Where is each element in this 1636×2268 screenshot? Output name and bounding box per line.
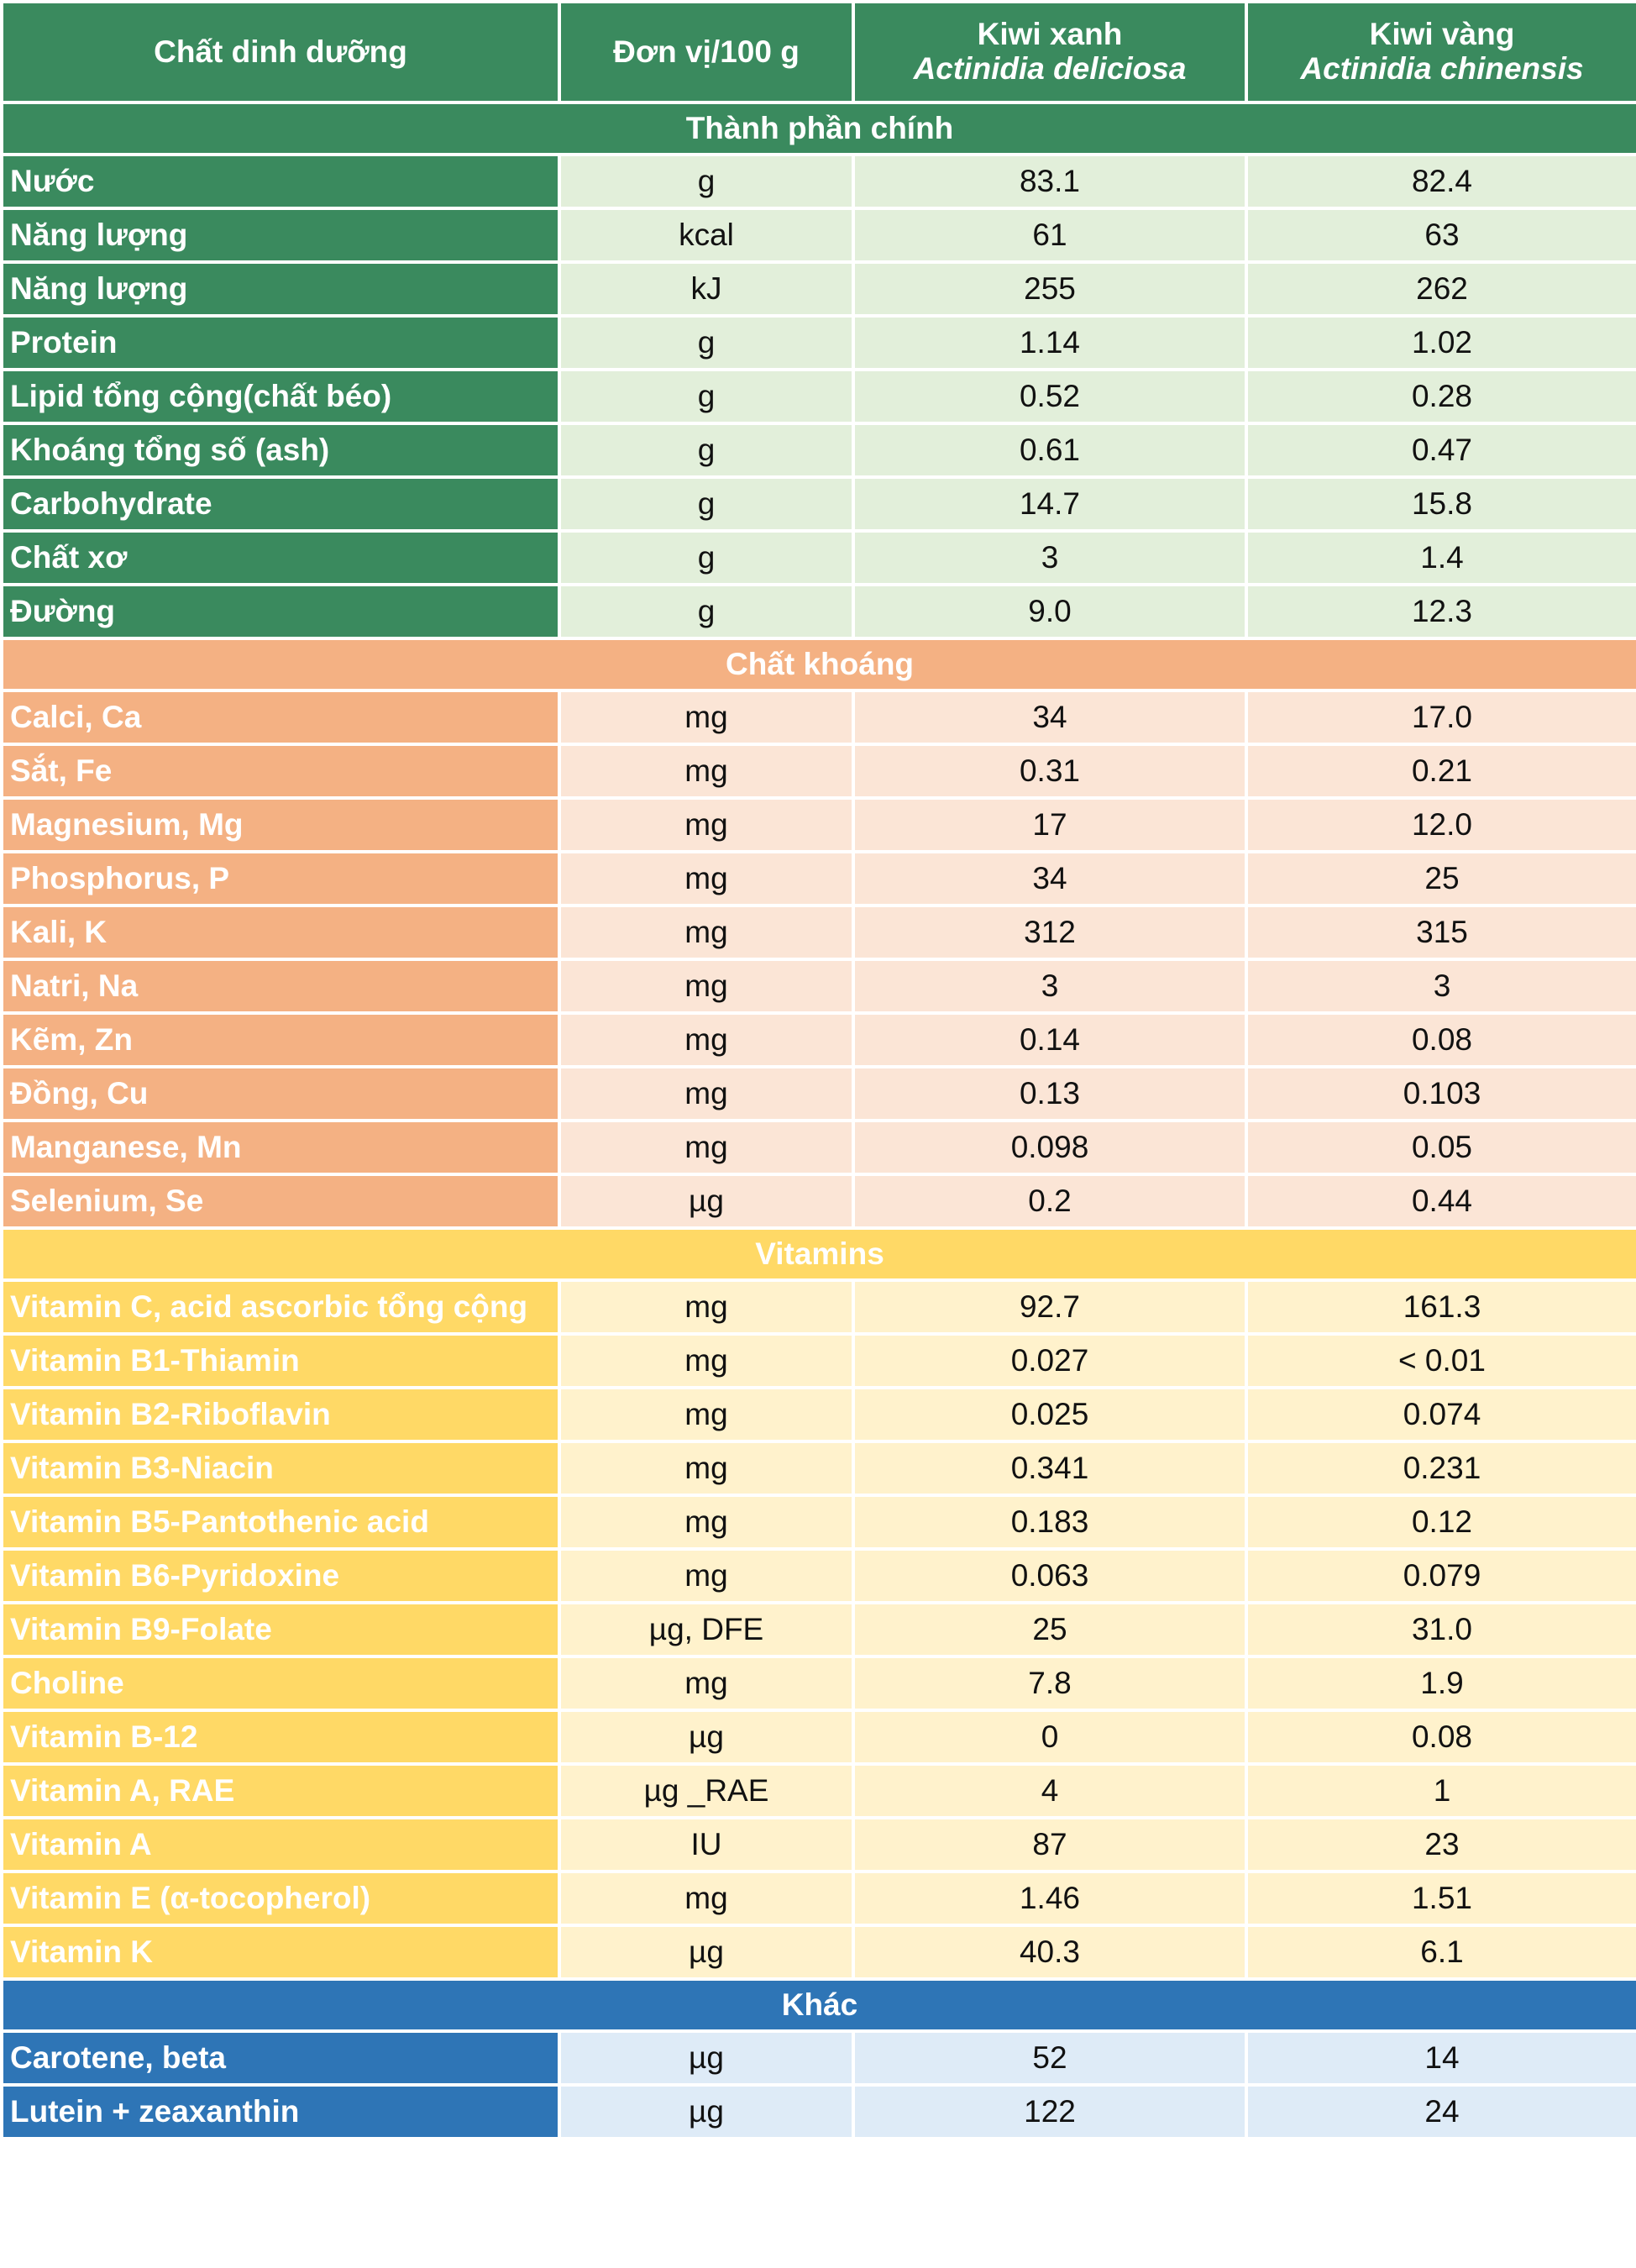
nutrient-name-cell: Kali, K xyxy=(3,907,558,958)
gold-kiwi-value-cell: 1.51 xyxy=(1248,1873,1636,1924)
green-kiwi-value-cell: 0.025 xyxy=(855,1389,1245,1440)
table-row xyxy=(3,1015,1636,1065)
table-row xyxy=(3,1336,1636,1386)
table-row xyxy=(3,1389,1636,1440)
nutrient-name-cell: Lutein + zeaxanthin xyxy=(3,2087,558,2137)
table-row xyxy=(3,746,1636,796)
table-row xyxy=(3,479,1636,529)
green-kiwi-value-cell: 25 xyxy=(855,1604,1245,1655)
green-kiwi-value-cell: 0.183 xyxy=(855,1497,1245,1547)
header-green-kiwi-sci: Actinidia deliciosa xyxy=(913,51,1187,86)
header-gold-kiwi-sci: Actinidia chinensis xyxy=(1300,51,1584,86)
unit-cell: µg, DFE xyxy=(561,1604,852,1655)
gold-kiwi-value-cell: 0.44 xyxy=(1248,1176,1636,1226)
gold-kiwi-value-cell: 31.0 xyxy=(1248,1604,1636,1655)
gold-kiwi-value-cell: < 0.01 xyxy=(1248,1336,1636,1386)
green-kiwi-value-cell: 3 xyxy=(855,533,1245,583)
green-kiwi-value-cell: 0.61 xyxy=(855,425,1245,475)
gold-kiwi-value-cell: 315 xyxy=(1248,907,1636,958)
header-gold-kiwi-name: Kiwi vàng xyxy=(1369,17,1515,52)
table-row xyxy=(3,1873,1636,1924)
table-row xyxy=(3,1766,1636,1816)
header-nutrient: Chất dinh dưỡng xyxy=(3,3,558,101)
unit-cell: mg xyxy=(561,1389,852,1440)
table-row xyxy=(3,1122,1636,1173)
unit-cell: µg xyxy=(561,1176,852,1226)
nutrient-name-cell: Carbohydrate xyxy=(3,479,558,529)
table-row xyxy=(3,1712,1636,1762)
header-gold-kiwi xyxy=(1248,3,1636,101)
table-row xyxy=(3,1068,1636,1119)
table-row xyxy=(3,1443,1636,1494)
green-kiwi-value-cell: 0.52 xyxy=(855,371,1245,422)
nutrient-name-cell: Vitamin B5-Pantothenic acid xyxy=(3,1497,558,1547)
nutrient-name-cell: Đường xyxy=(3,586,558,637)
green-kiwi-value-cell: 0 xyxy=(855,1712,1245,1762)
unit-cell: mg xyxy=(561,853,852,904)
gold-kiwi-value-cell: 0.08 xyxy=(1248,1712,1636,1762)
unit-cell: g xyxy=(561,156,852,207)
table-row xyxy=(3,425,1636,475)
header-green-kiwi xyxy=(855,3,1245,101)
green-kiwi-value-cell: 92.7 xyxy=(855,1282,1245,1332)
green-kiwi-value-cell: 9.0 xyxy=(855,586,1245,637)
gold-kiwi-value-cell: 262 xyxy=(1248,264,1636,314)
table-header-row xyxy=(3,3,1636,101)
green-kiwi-value-cell: 0.2 xyxy=(855,1176,1245,1226)
section-title: Khác xyxy=(3,1981,1636,2029)
table-row xyxy=(3,1551,1636,1601)
nutrient-name-cell: Nước xyxy=(3,156,558,207)
unit-cell: µg xyxy=(561,2087,852,2137)
table-row xyxy=(3,1658,1636,1709)
table-row xyxy=(3,371,1636,422)
table-row xyxy=(3,2033,1636,2083)
green-kiwi-value-cell: 255 xyxy=(855,264,1245,314)
nutrient-name-cell: Magnesium, Mg xyxy=(3,800,558,850)
header-unit: Đơn vị/100 g xyxy=(561,3,852,101)
green-kiwi-value-cell: 0.341 xyxy=(855,1443,1245,1494)
unit-cell: mg xyxy=(561,746,852,796)
table-row xyxy=(3,1927,1636,1977)
green-kiwi-value-cell: 52 xyxy=(855,2033,1245,2083)
unit-cell: µg _RAE xyxy=(561,1766,852,1816)
table-row xyxy=(3,318,1636,368)
nutrient-name-cell: Phosphorus, P xyxy=(3,853,558,904)
unit-cell: g xyxy=(561,425,852,475)
green-kiwi-value-cell: 0.027 xyxy=(855,1336,1245,1386)
nutrient-name-cell: Manganese, Mn xyxy=(3,1122,558,1173)
unit-cell: mg xyxy=(561,1015,852,1065)
gold-kiwi-value-cell: 82.4 xyxy=(1248,156,1636,207)
gold-kiwi-value-cell: 15.8 xyxy=(1248,479,1636,529)
gold-kiwi-value-cell: 0.231 xyxy=(1248,1443,1636,1494)
section-header-row xyxy=(3,1981,1636,2029)
table-body xyxy=(3,104,1636,2137)
nutrient-name-cell: Vitamin B9-Folate xyxy=(3,1604,558,1655)
nutrient-name-cell: Selenium, Se xyxy=(3,1176,558,1226)
gold-kiwi-value-cell: 0.47 xyxy=(1248,425,1636,475)
green-kiwi-value-cell: 87 xyxy=(855,1819,1245,1870)
gold-kiwi-value-cell: 3 xyxy=(1248,961,1636,1011)
unit-cell: µg xyxy=(561,2033,852,2083)
gold-kiwi-value-cell: 24 xyxy=(1248,2087,1636,2137)
table-row xyxy=(3,264,1636,314)
nutrient-name-cell: Vitamin B1-Thiamin xyxy=(3,1336,558,1386)
gold-kiwi-value-cell: 6.1 xyxy=(1248,1927,1636,1977)
table-row xyxy=(3,1819,1636,1870)
unit-cell: mg xyxy=(561,1658,852,1709)
nutrient-name-cell: Vitamin B3-Niacin xyxy=(3,1443,558,1494)
table-row xyxy=(3,1604,1636,1655)
gold-kiwi-value-cell: 14 xyxy=(1248,2033,1636,2083)
green-kiwi-value-cell: 3 xyxy=(855,961,1245,1011)
nutrient-name-cell: Vitamin A xyxy=(3,1819,558,1870)
gold-kiwi-value-cell: 23 xyxy=(1248,1819,1636,1870)
gold-kiwi-value-cell: 0.08 xyxy=(1248,1015,1636,1065)
gold-kiwi-value-cell: 17.0 xyxy=(1248,692,1636,743)
green-kiwi-value-cell: 0.31 xyxy=(855,746,1245,796)
gold-kiwi-value-cell: 0.074 xyxy=(1248,1389,1636,1440)
nutrient-name-cell: Lipid tổng cộng(chất béo) xyxy=(3,371,558,422)
gold-kiwi-value-cell: 0.12 xyxy=(1248,1497,1636,1547)
gold-kiwi-value-cell: 25 xyxy=(1248,853,1636,904)
green-kiwi-value-cell: 0.13 xyxy=(855,1068,1245,1119)
gold-kiwi-value-cell: 1.9 xyxy=(1248,1658,1636,1709)
green-kiwi-value-cell: 14.7 xyxy=(855,479,1245,529)
section-title: Chất khoáng xyxy=(3,640,1636,689)
table-row xyxy=(3,961,1636,1011)
table-row xyxy=(3,1282,1636,1332)
green-kiwi-value-cell: 1.46 xyxy=(855,1873,1245,1924)
unit-cell: mg xyxy=(561,1551,852,1601)
table-row xyxy=(3,210,1636,260)
gold-kiwi-value-cell: 63 xyxy=(1248,210,1636,260)
unit-cell: mg xyxy=(561,1497,852,1547)
nutrient-name-cell: Vitamin B2-Riboflavin xyxy=(3,1389,558,1440)
gold-kiwi-value-cell: 0.28 xyxy=(1248,371,1636,422)
nutrient-name-cell: Đồng, Cu xyxy=(3,1068,558,1119)
green-kiwi-value-cell: 61 xyxy=(855,210,1245,260)
section-header-row xyxy=(3,1230,1636,1278)
green-kiwi-value-cell: 4 xyxy=(855,1766,1245,1816)
table-row xyxy=(3,1497,1636,1547)
green-kiwi-value-cell: 0.098 xyxy=(855,1122,1245,1173)
table-row xyxy=(3,907,1636,958)
table-row xyxy=(3,692,1636,743)
header-green-kiwi-name: Kiwi xanh xyxy=(977,17,1123,52)
table-row xyxy=(3,586,1636,637)
gold-kiwi-value-cell: 1.02 xyxy=(1248,318,1636,368)
unit-cell: g xyxy=(561,479,852,529)
gold-kiwi-value-cell: 0.079 xyxy=(1248,1551,1636,1601)
unit-cell: mg xyxy=(561,692,852,743)
nutrient-name-cell: Vitamin E (α-tocopherol) xyxy=(3,1873,558,1924)
table-row xyxy=(3,853,1636,904)
gold-kiwi-value-cell: 161.3 xyxy=(1248,1282,1636,1332)
gold-kiwi-value-cell: 1 xyxy=(1248,1766,1636,1816)
unit-cell: mg xyxy=(561,1336,852,1386)
section-title: Thành phần chính xyxy=(3,104,1636,153)
unit-cell: µg xyxy=(561,1712,852,1762)
nutrient-name-cell: Choline xyxy=(3,1658,558,1709)
green-kiwi-value-cell: 17 xyxy=(855,800,1245,850)
nutrient-name-cell: Vitamin K xyxy=(3,1927,558,1977)
nutrient-name-cell: Sắt, Fe xyxy=(3,746,558,796)
green-kiwi-value-cell: 0.063 xyxy=(855,1551,1245,1601)
section-title: Vitamins xyxy=(3,1230,1636,1278)
unit-cell: mg xyxy=(561,961,852,1011)
table-row xyxy=(3,1176,1636,1226)
nutrient-name-cell: Carotene, beta xyxy=(3,2033,558,2083)
nutrient-name-cell: Natri, Na xyxy=(3,961,558,1011)
green-kiwi-value-cell: 312 xyxy=(855,907,1245,958)
green-kiwi-value-cell: 34 xyxy=(855,853,1245,904)
table-row xyxy=(3,533,1636,583)
unit-cell: kcal xyxy=(561,210,852,260)
gold-kiwi-value-cell: 0.103 xyxy=(1248,1068,1636,1119)
green-kiwi-value-cell: 1.14 xyxy=(855,318,1245,368)
nutrient-name-cell: Kẽm, Zn xyxy=(3,1015,558,1065)
section-header-row xyxy=(3,104,1636,153)
green-kiwi-value-cell: 7.8 xyxy=(855,1658,1245,1709)
nutrient-name-cell: Vitamin B6-Pyridoxine xyxy=(3,1551,558,1601)
gold-kiwi-value-cell: 0.05 xyxy=(1248,1122,1636,1173)
nutrient-name-cell: Năng lượng xyxy=(3,210,558,260)
green-kiwi-value-cell: 40.3 xyxy=(855,1927,1245,1977)
unit-cell: mg xyxy=(561,1873,852,1924)
gold-kiwi-value-cell: 12.3 xyxy=(1248,586,1636,637)
unit-cell: g xyxy=(561,586,852,637)
unit-cell: mg xyxy=(561,907,852,958)
nutrient-name-cell: Protein xyxy=(3,318,558,368)
table-row xyxy=(3,156,1636,207)
nutrient-name-cell: Vitamin B-12 xyxy=(3,1712,558,1762)
nutrient-name-cell: Chất xơ xyxy=(3,533,558,583)
unit-cell: IU xyxy=(561,1819,852,1870)
green-kiwi-value-cell: 122 xyxy=(855,2087,1245,2137)
unit-cell: g xyxy=(561,371,852,422)
unit-cell: g xyxy=(561,318,852,368)
gold-kiwi-value-cell: 0.21 xyxy=(1248,746,1636,796)
table-row xyxy=(3,2087,1636,2137)
gold-kiwi-value-cell: 1.4 xyxy=(1248,533,1636,583)
nutrient-name-cell: Vitamin C, acid ascorbic tổng cộng xyxy=(3,1282,558,1332)
unit-cell: µg xyxy=(561,1927,852,1977)
nutrient-name-cell: Khoáng tổng số (ash) xyxy=(3,425,558,475)
table-row xyxy=(3,800,1636,850)
nutrient-name-cell: Calci, Ca xyxy=(3,692,558,743)
nutrient-name-cell: Năng lượng xyxy=(3,264,558,314)
unit-cell: mg xyxy=(561,1068,852,1119)
green-kiwi-value-cell: 0.14 xyxy=(855,1015,1245,1065)
unit-cell: kJ xyxy=(561,264,852,314)
unit-cell: mg xyxy=(561,1122,852,1173)
section-header-row xyxy=(3,640,1636,689)
unit-cell: mg xyxy=(561,1282,852,1332)
unit-cell: mg xyxy=(561,800,852,850)
gold-kiwi-value-cell: 12.0 xyxy=(1248,800,1636,850)
nutrient-name-cell: Vitamin A, RAE xyxy=(3,1766,558,1816)
green-kiwi-value-cell: 34 xyxy=(855,692,1245,743)
green-kiwi-value-cell: 83.1 xyxy=(855,156,1245,207)
unit-cell: g xyxy=(561,533,852,583)
unit-cell: mg xyxy=(561,1443,852,1494)
